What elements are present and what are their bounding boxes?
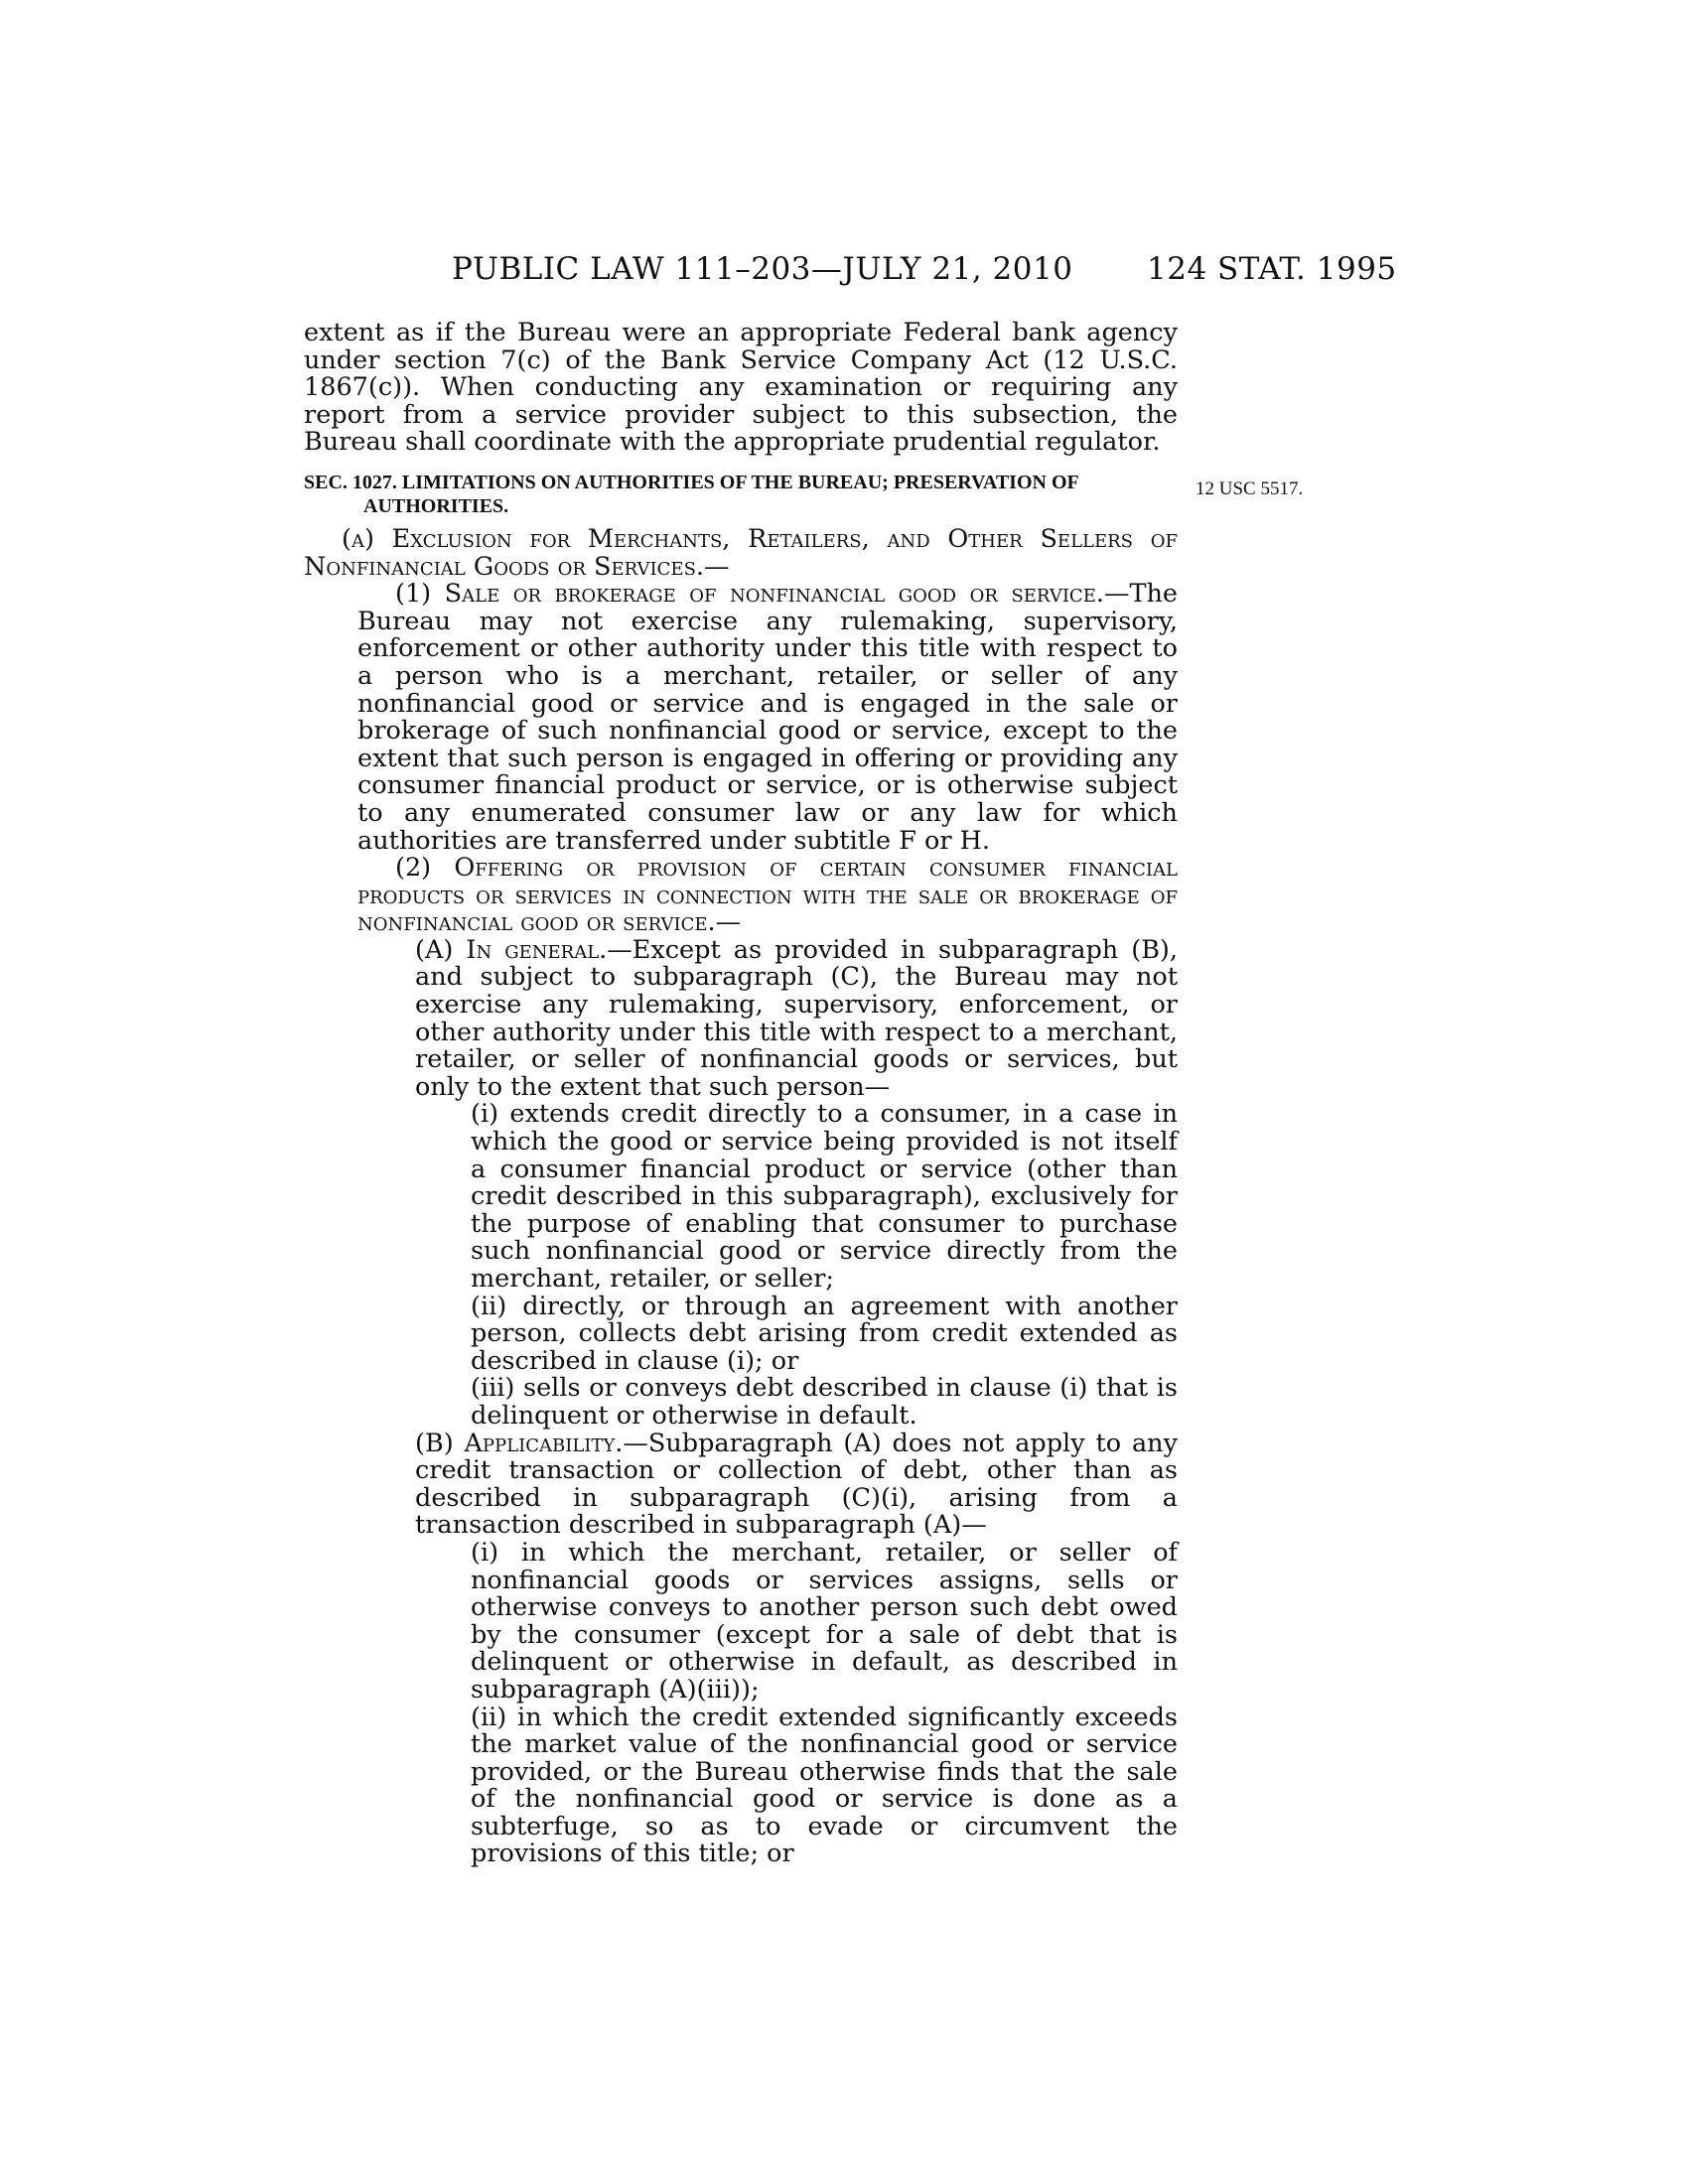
running-head: PUBLIC LAW 111–203—JULY 21, 2010 — [452, 251, 1073, 287]
subparagraph-A — [304, 934, 1178, 1102]
subsection-a-heading-text: (a) Exclusion for Merchants, Retailers, and Other Sellers of Nonfinancial Goods or Services.— — [304, 523, 1178, 582]
paragraph-2-heading-text: (2) Offering or provision of certain consumer financial products or services in connection with the sale or brokerage of nonfinancial good or service.— — [357, 853, 1178, 938]
paragraph-1 — [304, 581, 1178, 855]
subparagraph-B — [304, 1428, 1178, 1541]
continuation-paragraph: extent as if the Bureau were an appropriate Federal bank agency under section 7(c) of the Bank Service Company Act (12 U.S.C. 1867(c)). When conducting any examination or requiring any report from a service provider subject to this subsection, the Bureau shall coordinate with the appropriate prudential regulator. — [304, 318, 1178, 458]
page-header — [0, 251, 1688, 291]
section-heading: SEC. 1027. LIMITATIONS ON AUTHORITIES OF THE BUREAU; PRESERVATION OF AUTHORITIES. — [304, 471, 1078, 517]
clause-B-i: (i) in which the merchant, retailer, or seller of nonfinancial goods or services assigns, sells or otherwise conveys to another person such debt owed by the consumer (except for a sale of debt that is delinquent or otherwise in default, as described in subparagraph (A)(iii)); — [471, 1537, 1178, 1705]
clause-B-ii: (ii) in which the credit extended significantly exceeds the market value of the nonfinancial good or service provided, or the Bureau otherwise finds that the sale of the nonfinancial good or service is done as a subterfuge, so as to evade or circumvent the provisions of this title; or — [471, 1702, 1178, 1869]
subparagraph-A-heading: (A) In general.— — [415, 934, 633, 965]
paragraph-1-text: The Bureau may not exercise any rulemaking, supervisory, enforcement or other authority under this title with respect to a person who is a merchant, retailer, or seller of any nonfinancial good or service and is engaged in the sale or brokerage of such nonfinancial good or service, except to the extent that such person is engaged in offering or providing any consumer financial product or service, or is otherwise subject to any enumerated consumer law or any law for which authorities are transferred under subtitle F or H. — [357, 579, 1178, 856]
subsection-a-heading — [304, 523, 1178, 582]
clause-A-ii: (ii) directly, or through an agreement with another person, collects debt arising from credit extended as described in clause (i); or — [471, 1291, 1178, 1376]
paragraph-2-heading — [304, 855, 1178, 937]
statute-page-reference: 124 STAT. 1995 — [1147, 251, 1397, 287]
statute-text-column — [304, 320, 1178, 1868]
usc-margin-note: 12 USC 5517. — [1196, 478, 1304, 499]
subparagraph-B-heading: (B) Applicability.— — [415, 1428, 648, 1458]
clause-A-iii: (iii) sells or conveys debt described in clause (i) that is delinquent or otherwise in default. — [471, 1373, 1178, 1431]
paragraph-1-heading: (1) Sale or brokerage of nonfinancial good or service.— — [395, 579, 1130, 610]
clause-A-i: (i) extends credit directly to a consumer, in a case in which the good or service being provided is not itself a consumer financial product or service (other than credit described in this subparagraph), exclusively for the purpose of enabling that consumer to purchase such nonfinancial good or service directly from the merchant, retailer, or seller; — [471, 1099, 1178, 1294]
subparagraph-A-text: Except as provided in subparagraph (B), and subject to subparagraph (C), the Bureau may not exercise any rulemaking, supervisory, enforcement, or other authority under this title with respect to a merchant, retailer, or seller of nonfinancial goods or services, but only to the extent that such person— — [415, 934, 1178, 1102]
subparagraph-B-text: Subparagraph (A) does not apply to any credit transaction or collection of debt, other than as described in subparagraph (C)(i), arising from a transaction described in subparagraph (A)— — [415, 1428, 1178, 1541]
